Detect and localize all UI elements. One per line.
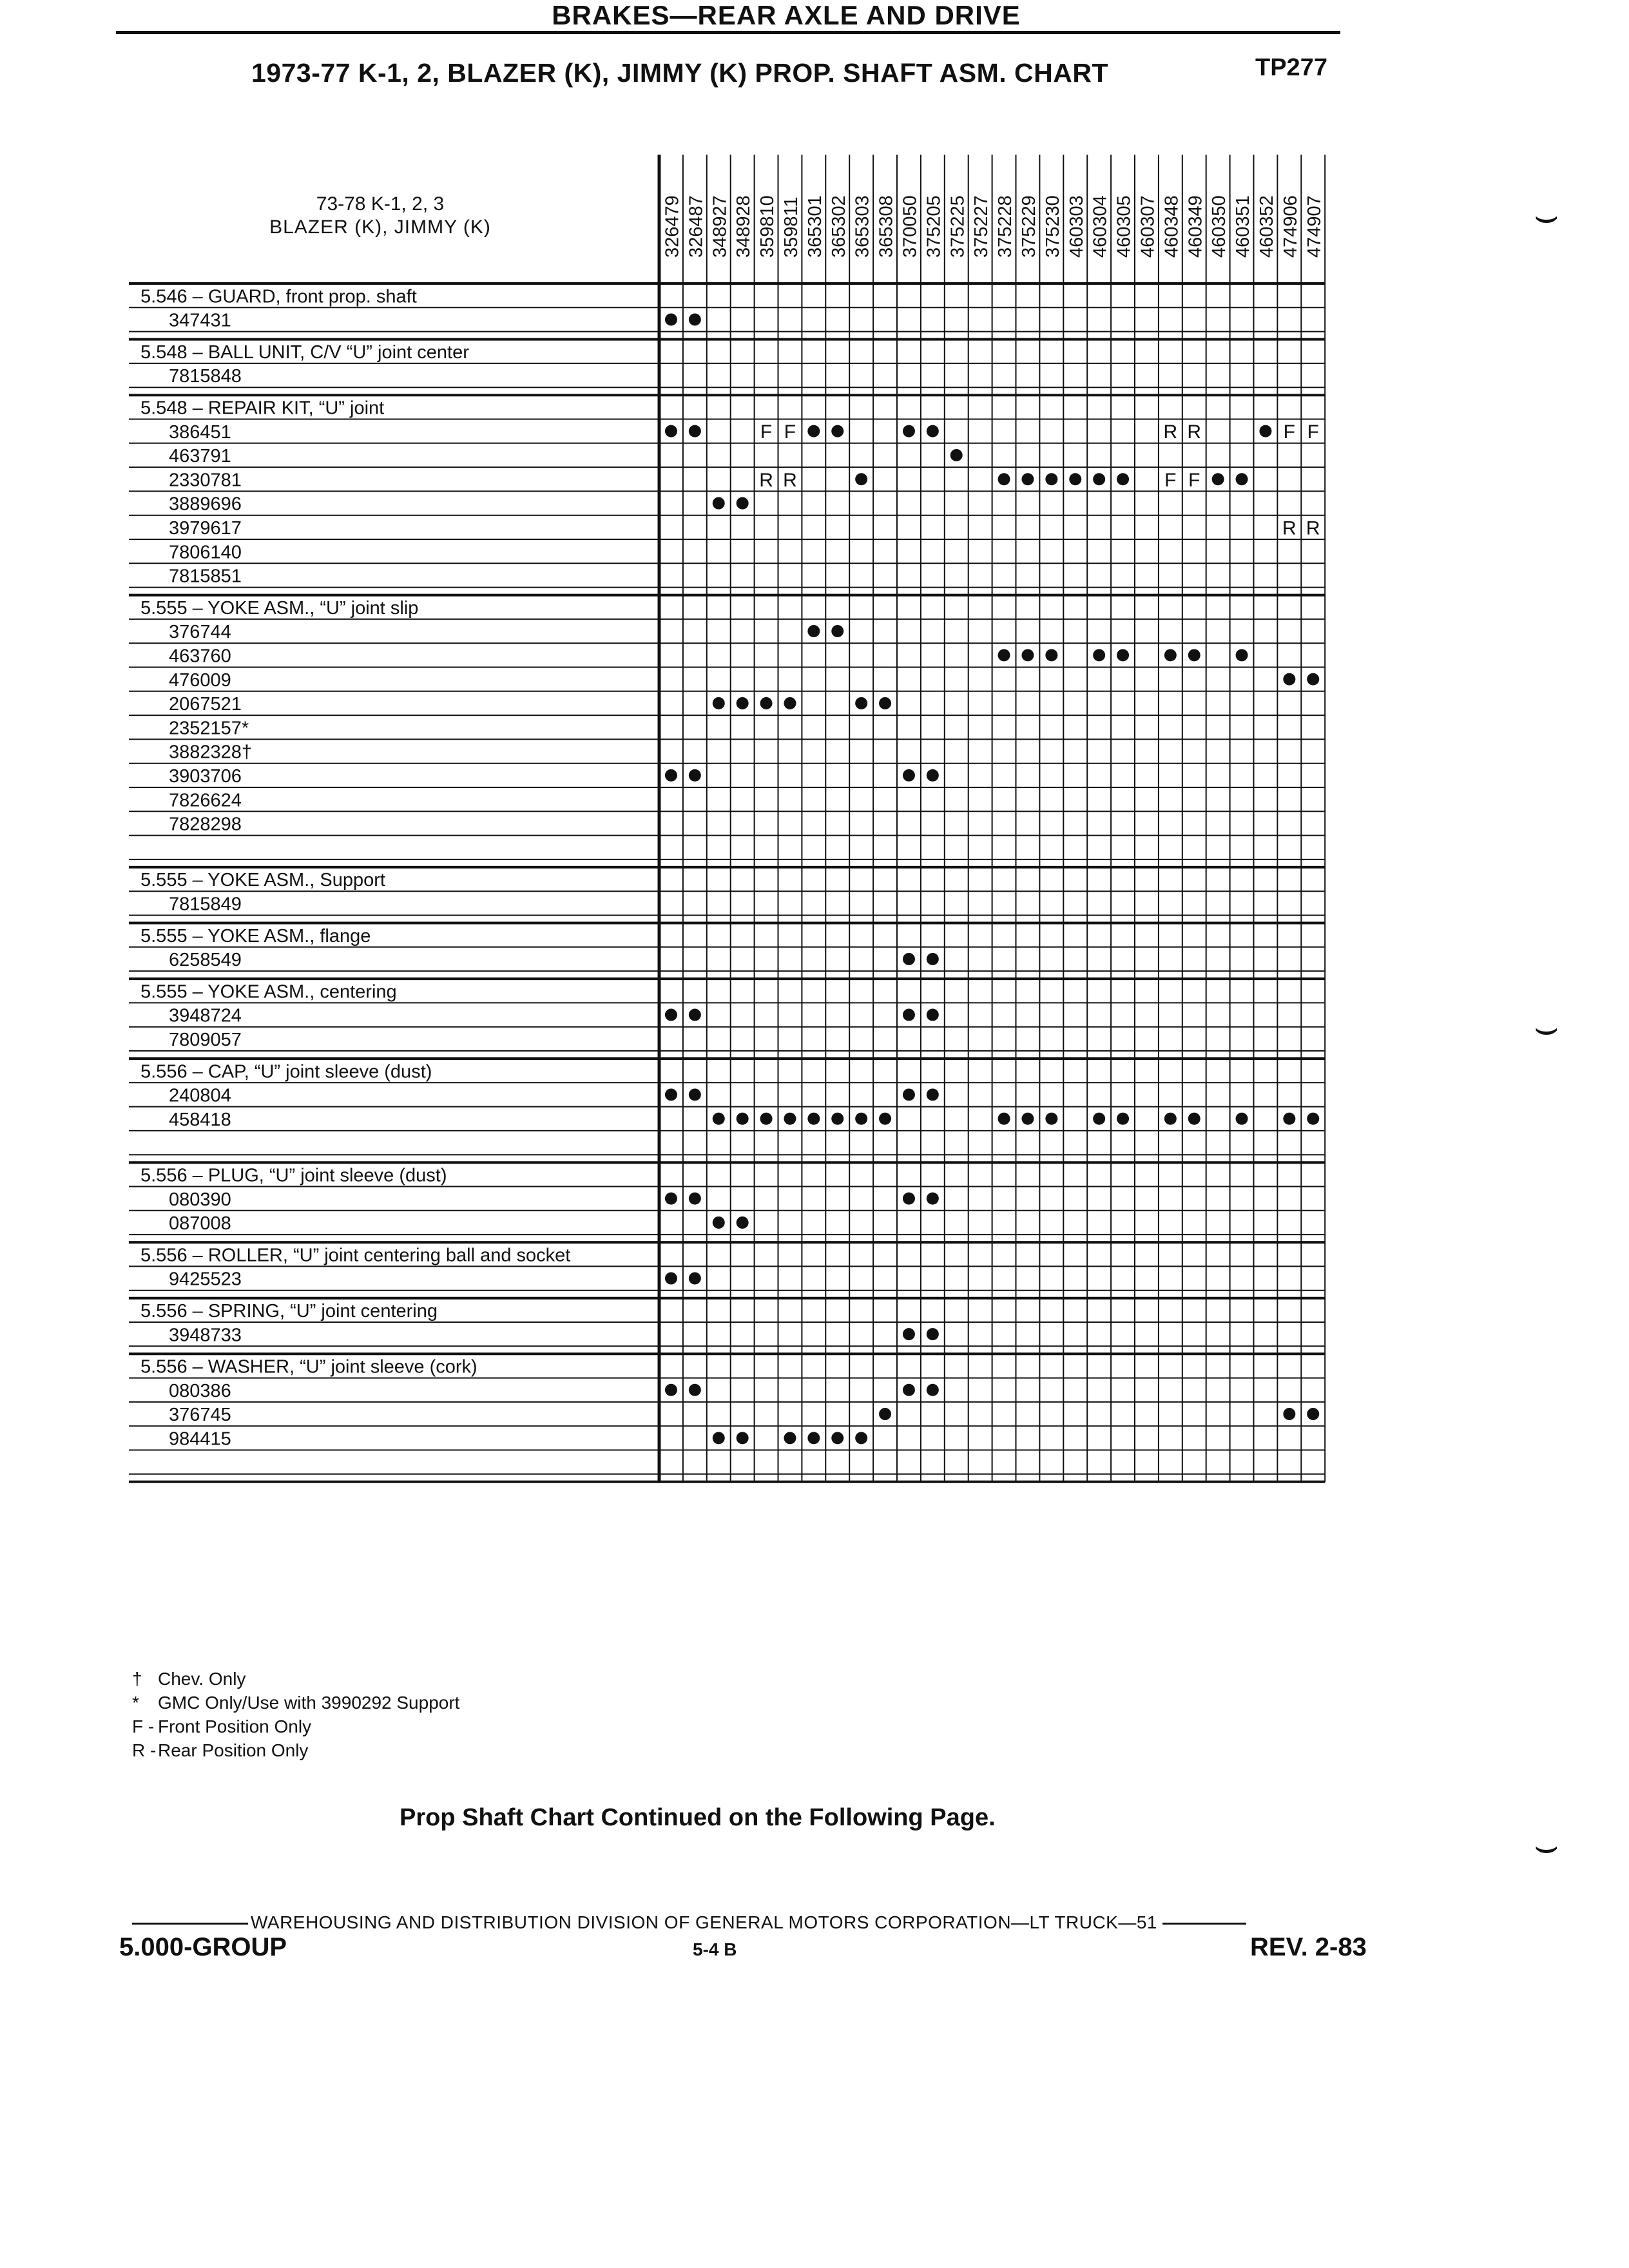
part-number: 463760 [169,646,231,667]
section-header: BRAKES—REAR AXLE AND DRIVE [552,0,1021,30]
fit-dot-mark [1117,1113,1129,1125]
part-number: 376744 [169,622,231,643]
footer-revision: REV. 2-83 [1250,1933,1367,1961]
fit-dot-mark [807,625,820,637]
part-number: 080386 [169,1380,231,1401]
part-number: 6258549 [169,950,242,971]
fit-dot-mark [689,1009,701,1021]
chart-title: 1973-77 K-1, 2, BLAZER (K), JIMMY (K) PROP. SHAFT ASM. CHART [251,58,1109,88]
fit-dot-mark [855,473,867,485]
position-letter-mark: R [1163,421,1178,443]
column-header-shaft-359810: 359810 [757,195,778,258]
fit-dot-mark [1021,649,1034,661]
fit-dot-mark [831,1432,843,1444]
group-title: 5.546 – GUARD, front prop. shaft [140,286,417,307]
fit-dot-mark [760,1113,773,1125]
part-number: 7815851 [169,566,242,587]
group-title: 5.555 – YOKE ASM., flange [140,925,371,947]
part-number: 463791 [169,446,231,467]
fit-dot-mark [879,697,891,709]
fit-dot-mark [689,313,701,325]
part-number: 7809057 [169,1030,242,1050]
fit-dot-mark [1188,1113,1200,1125]
column-header-shaft-460305: 460305 [1113,195,1135,258]
fit-dot-mark [737,1216,749,1229]
column-header-shaft-326479: 326479 [662,195,683,258]
position-letter-mark: R [759,469,773,491]
fit-dot-mark [1236,1113,1248,1125]
fit-dot-mark [784,1113,796,1125]
position-letter-mark: F [1188,469,1200,491]
fit-dot-mark [903,1009,915,1021]
position-letter-mark: R [1187,421,1202,443]
fit-dot-mark [1117,473,1129,485]
fit-dot-mark [855,1432,867,1444]
position-letter-mark: F [1164,469,1177,491]
part-number: 240804 [169,1085,231,1106]
part-number: 3979617 [169,518,242,539]
legend-item-chev [132,1669,246,1689]
group-title: 5.556 – WASHER, “U” joint sleeve (cork) [140,1356,477,1378]
column-header-shaft-375205: 375205 [923,195,945,258]
fit-dot-mark [1069,473,1081,485]
fit-dot-mark [1188,649,1200,661]
legend-symbol: * [132,1693,139,1713]
fit-dot-mark [784,1432,796,1444]
column-header-shaft-474906: 474906 [1280,195,1301,258]
binder-hole-mark-icon: ⌣ [1534,193,1559,238]
fit-dot-mark [665,1273,677,1285]
group-title: 5.555 – YOKE ASM., centering [140,981,397,1003]
fit-dot-mark [1021,473,1034,485]
fit-dot-mark [689,1384,701,1396]
part-number: 376745 [169,1405,231,1426]
part-number: 080390 [169,1189,231,1210]
footer-rule-right [1162,1923,1246,1925]
column-header-shaft-460304: 460304 [1090,195,1111,258]
position-letter-mark: R [1282,517,1296,539]
part-number: 9425523 [169,1269,242,1290]
fit-dot-mark [665,1384,677,1396]
legend-text: Rear Position Only [158,1740,309,1760]
fit-dot-mark [689,1273,701,1285]
column-header-shaft-375225: 375225 [947,195,969,258]
fit-dot-mark [713,1216,725,1229]
fit-dot-mark [903,1384,915,1396]
fit-dot-mark [807,1432,820,1444]
vehicle-applicability-line-2: BLAZER (K), JIMMY (K) [269,216,491,238]
binder-hole-mark-icon: ⌣ [1534,1005,1559,1050]
fit-dot-mark [1236,649,1248,661]
group-title: 5.548 – REPAIR KIT, “U” joint [140,398,385,419]
fit-dot-mark [665,1088,677,1100]
fit-dot-mark [1045,649,1057,661]
legend-item-gmc [132,1693,459,1713]
group-title: 5.556 – ROLLER, “U” joint centering ball and socket [140,1245,571,1266]
legend-symbol: F - [132,1716,155,1736]
part-number: 7828298 [169,814,242,835]
group-title: 5.556 – CAP, “U” joint sleeve (dust) [140,1061,432,1082]
position-letter-mark: F [1307,421,1319,443]
legend-text: Front Position Only [158,1716,312,1736]
fit-dot-mark [665,425,677,437]
fit-dot-mark [737,697,749,709]
part-number: 7806140 [169,542,242,563]
column-header-shaft-375229: 375229 [1018,195,1039,258]
fit-dot-mark [1283,673,1295,686]
fit-dot-mark [737,1113,749,1125]
fit-dot-mark [831,625,843,637]
vehicle-applicability-line-1: 73-78 K-1, 2, 3 [316,193,445,215]
fit-dot-mark [879,1113,891,1125]
fit-dot-mark [1236,473,1248,485]
legend-symbol: † [132,1669,142,1689]
fit-dot-mark [760,697,773,709]
group-title: 5.555 – YOKE ASM., “U” joint slip [140,597,419,619]
fit-dot-mark [737,497,749,510]
fit-dot-mark [927,1009,939,1021]
fit-dot-mark [784,697,796,709]
column-header-shaft-375230: 375230 [1042,195,1063,258]
fit-dot-mark [855,697,867,709]
chart-code: TP277 [1255,54,1327,81]
column-header-shaft-474907: 474907 [1304,195,1325,258]
fit-dot-mark [737,1432,749,1444]
column-header-shaft-375228: 375228 [995,195,1016,258]
fit-dot-mark [879,1408,891,1420]
fit-dot-mark [689,769,701,782]
part-number: 2067521 [169,694,242,715]
fit-dot-mark [807,1113,820,1125]
fit-dot-mark [927,1088,939,1100]
fit-dot-mark [1045,473,1057,485]
fit-dot-mark [927,1193,939,1205]
part-number: 458418 [169,1109,231,1130]
part-number: 2330781 [169,470,242,491]
part-number: 7826624 [169,790,242,811]
fit-dot-mark [903,425,915,437]
fit-dot-mark [903,1328,915,1340]
column-header-shaft-460348: 460348 [1161,195,1182,258]
column-header-shaft-460352: 460352 [1256,195,1277,258]
part-number: 3889696 [169,494,242,515]
legend-text: GMC Only/Use with 3990292 Support [158,1693,460,1713]
fit-dot-mark [903,953,915,965]
legend-symbol: R - [132,1740,157,1760]
footer-rule-left [132,1923,248,1925]
column-header-shaft-370050: 370050 [900,195,921,258]
column-header-shaft-375227: 375227 [971,195,992,258]
position-letter-mark: F [1283,421,1296,443]
binder-hole-mark-icon: ⌣ [1534,1823,1559,1869]
fit-dot-mark [689,1088,701,1100]
legend-text: Chev. Only [158,1669,246,1689]
fit-dot-mark [713,697,725,709]
fit-dot-mark [1164,649,1177,661]
continued-note: Prop Shaft Chart Continued on the Following Page. [400,1804,996,1831]
fit-dot-mark [1093,649,1105,661]
fit-dot-mark [713,497,725,510]
fit-dot-mark [1283,1113,1295,1125]
fit-dot-mark [855,1113,867,1125]
fit-dot-mark [903,1088,915,1100]
fit-dot-mark [903,769,915,782]
fit-dot-mark [1307,1408,1319,1420]
column-header-shaft-365301: 365301 [804,195,825,258]
part-number: 7815849 [169,894,242,915]
fit-dot-mark [689,425,701,437]
footer-org-text: WAREHOUSING AND DISTRIBUTION DIVISION OF GENERAL MOTORS CORPORATION—LT TRUCK—51 [251,1912,1158,1932]
fit-dot-mark [665,769,677,782]
legend-item-rear [132,1740,308,1761]
fit-dot-mark [665,313,677,325]
column-header-shaft-365308: 365308 [876,195,897,258]
part-number: 2352157* [169,718,249,739]
part-number: 984415 [169,1428,231,1450]
fit-dot-mark [831,1113,843,1125]
group-title: 5.556 – SPRING, “U” joint centering [140,1301,438,1321]
fit-dot-mark [1164,1113,1177,1125]
column-header-shaft-460351: 460351 [1233,195,1254,258]
fit-dot-mark [903,1193,915,1205]
footer-group: 5.000-GROUP [119,1933,287,1961]
fit-dot-mark [1093,473,1105,485]
fit-dot-mark [713,1432,725,1444]
column-header-shaft-359811: 359811 [780,197,802,258]
fit-dot-mark [665,1193,677,1205]
fit-dot-mark [950,449,963,461]
fit-dot-mark [1021,1113,1034,1125]
fit-dot-mark [998,649,1010,661]
part-number: 087008 [169,1213,231,1235]
column-header-shaft-460307: 460307 [1137,195,1159,258]
fit-dot-mark [689,1193,701,1205]
fit-dot-mark [1117,649,1129,661]
part-number: 7815848 [169,366,242,387]
fit-dot-mark [665,1009,677,1021]
legend-item-front [132,1716,311,1737]
fit-dot-mark [831,425,843,437]
column-header-shaft-460349: 460349 [1185,195,1206,258]
position-letter-mark: F [760,421,773,443]
fit-dot-mark [1045,1113,1057,1125]
fit-dot-mark [713,1113,725,1125]
fit-dot-mark [1307,673,1319,686]
column-header-shaft-326487: 326487 [686,195,707,258]
position-letter-mark: R [1306,517,1320,539]
part-number: 3882328† [169,742,253,763]
group-title: 5.556 – PLUG, “U” joint sleeve (dust) [140,1165,447,1186]
fit-dot-mark [998,1113,1010,1125]
part-number: 3903706 [169,766,242,787]
fit-dot-mark [1093,1113,1105,1125]
fit-dot-mark [1307,1113,1319,1125]
column-header-shaft-460350: 460350 [1209,195,1230,258]
group-title: 5.548 – BALL UNIT, C/V “U” joint center [140,341,469,363]
fit-dot-mark [927,1384,939,1396]
column-header-shaft-365303: 365303 [852,195,873,258]
fit-dot-mark [927,1328,939,1340]
column-header-shaft-460303: 460303 [1066,195,1087,258]
part-number: 347431 [169,310,231,331]
position-letter-mark: F [784,421,796,443]
column-header-shaft-365302: 365302 [828,195,849,258]
part-number: 386451 [169,421,231,443]
fit-dot-mark [927,425,939,437]
footer-page-number: 5-4 B [693,1939,737,1959]
part-number: 3948733 [169,1325,242,1346]
fit-dot-mark [927,769,939,782]
fit-dot-mark [998,473,1010,485]
position-letter-mark: R [783,469,797,491]
column-header-shaft-348927: 348927 [709,195,731,258]
column-header-shaft-348928: 348928 [733,195,755,258]
fit-dot-mark [927,953,939,965]
footer-organization [132,1912,1356,1933]
fit-dot-mark [1283,1408,1295,1420]
part-number: 3948724 [169,1005,242,1026]
part-number: 476009 [169,669,231,691]
fit-dot-mark [1259,425,1271,437]
fit-dot-mark [1212,473,1224,485]
group-title: 5.555 – YOKE ASM., Support [140,870,385,891]
fit-dot-mark [807,425,820,437]
